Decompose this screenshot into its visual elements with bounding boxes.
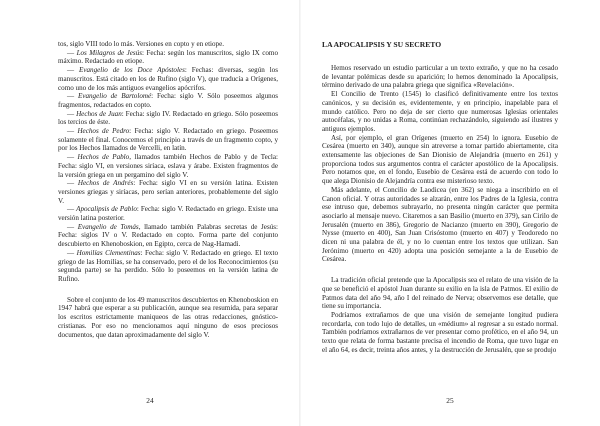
paragraph-text: El Concilio de Trento (1545) lo clasificó definitivamente entre los textos canónicos, y su decisión es, evidentemente, y en principio, inapelable para el mundo católico. Pero no deja de ser cierto que numerosas Iglesias orientales autocéfalas, y no unidas a Roma, continúan rechazándolo, siguiendo así ilustres y antiguos ejemplos. — [322, 90, 558, 133]
work-title: Evangelio de Bartolomé — [77, 92, 152, 101]
left_page-paragraph: — Hechos de Pedro: Fecha: siglo V. Redactado en griego. Poseemos solamente el final. Conocemos el principio a través de un fragmento copto, y por los Hechos llamados de Vercelli, en latín. — [58, 127, 278, 153]
work-title: Hechos de Pablo — [77, 153, 130, 162]
left_page-paragraph: — Evangelio de Bartolomé: Fecha: siglo V. Sólo poseemos algunos fragmentos, redactados en copto. — [58, 92, 279, 109]
paragraph-text: Así, por ejemplo, el gran Orígenes (muerto en 254) lo ignora. Eusebio de Cesárea (muerto en 340), aunque sin atreverse a tomar partido abiertamente, cita extensamente las objeciones de San Dionisio de Alejandría (muerto en 261) y proporciona todos sus argumentos contra el carácter apostólico de la Apocalipsis. Pero notamos que, en el fondo, Eusebio de Cesárea está de acuerdo con todo lo que alega Dionisio de Alejandría contra ese misterioso texto. — [322, 133, 558, 186]
chapter-title: LA APOCALIPSIS Y SU SECRETO — [322, 40, 442, 49]
work-title: Homilías Clementinas — [76, 248, 141, 257]
left_page-paragraph: — Evangelio de los Doce Apóstoles: Fechas: diversas, según los manuscritos. Está citado en los de Rufino (siglo V), que traducía a Orígenes, como uno de los más antiguos evangelios apócrifos. — [58, 66, 278, 92]
right-page-body — [322, 64, 558, 355]
right_page-paragraph — [322, 276, 558, 311]
paragraph-text: , llamados también Hechos de Pablo y de Tecla: Fecha: siglo VI, en versiones siríaca, eslava y árabe. Existen fragmentos de la versión griega en un pergamino del siglo V. — [58, 153, 278, 179]
work-title: Evangelio de Tomás — [77, 222, 139, 231]
paragraph-text: : Fecha: según los manuscritos, siglo IX como máximo. Redactado en etiope. — [58, 48, 278, 66]
left_page-paragraph — [58, 296, 278, 340]
right-page — [300, 0, 600, 426]
page-number-left: 24 — [146, 396, 154, 405]
work-title: Hechos de Andrés — [77, 179, 134, 188]
paragraph-text: Sobre el conjunto de los 49 manuscritos descubiertos en Khenoboskion en 1947 habrá que esperar a su publicación, aunque sea resumida, para separar los escritos estrictamente maniqueos de las otras redacciones, gnóstico-cristianas. Por eso no mencionamos aquí ninguno de esos preciosos documentos, que datan aproximadamente del siglo V. — [58, 295, 278, 339]
paragraph-text: Podríamos extrañarnos de que una visión de semejante longitud pudiera recordarla, con todo lujo de detalles, un «médium» al regresar a su estado normal. También podríamos extrañarnos de ver presentar como profético, en el año 94, un texto que relata de forma bastante precisa el incendio de Roma, que tuvo lugar en el año 64, es decir, treinta años antes, y la destrucción de Jerusalén, que se produjo — [322, 310, 558, 354]
left_page-paragraph: — Evangelio de Tomás, llamado también Palabras secretas de Jesús: Fecha: siglos IV o V. Redactado en copto. Forma parte del conjunto descubierto en Khenoboskion, en Egipto, cerca de Nag-Hamadi. — [58, 222, 278, 249]
right_page-paragraph — [322, 134, 558, 186]
paragraph-text: : Fechas: diversas, según los manuscritos. Está citado en los de Rufino (siglo V), que traducía a Orígenes, como uno de los más antiguos evangelios apócrifos. — [58, 66, 278, 92]
paragraph-text: : Fecha: siglo V. Redactado en griego. Poseemos solamente el final. Conocemos el principio a través de un fragmento copto, y por los Hechos llamados de Vercelli, en latín. — [58, 127, 278, 153]
right_page-paragraph — [322, 64, 558, 90]
left_page-paragraph: — Los Milagros de Jesús: Fecha: según los manuscritos, siglo IX como máximo. Redactado en etiope. — [58, 48, 278, 66]
right_page-paragraph — [322, 90, 558, 134]
left_page-paragraph: — Apocalipsis de Pablo: Fecha: siglo V. Redactado en griego. Existe una versión latina posterior. — [58, 205, 278, 223]
left_page-paragraph: — Hechos de Pablo, llamados también Hechos de Pablo y de Tecla: Fecha: siglo VI, en versiones siríaca, eslava y árabe. Existen fragmentos de la versión griega en un pergamino del siglo V. — [58, 153, 278, 179]
right_page-paragraph — [322, 311, 558, 355]
left_page-paragraph: — Hechos de Andrés: Fecha: siglo VI en su versión latina. Existen versiones griegas y siríacas, pero serían anteriores, probablemente del siglo V. — [58, 179, 278, 205]
left_page-paragraph — [58, 40, 278, 49]
right_page-paragraph — [322, 186, 558, 264]
paragraph-text: Hemos reservado un estudio particular a un texto extraño, y que no ha cesado de levantar polémicas desde su aparición; lo hemos denominado la Apocalipsis, término derivado de una palabra griega que significa «Revelación». — [322, 64, 558, 90]
work-title: Hechos de Pedro — [77, 127, 130, 136]
left_page-paragraph: — Homilías Clementinas: Fecha: siglo V. Redactado en griego. El texto griego de las Homilías, se ha conservado, pero el de los Reconocimientos (su segunda parte) se ha perdido. Sólo lo poseemos en la versión latina de Rufino. — [58, 248, 278, 283]
work-title: Hechos de Juan — [76, 109, 122, 118]
paragraph-text: : Fecha: siglo V. Redactado en griego. El texto griego de las Homilías, se ha conservado, pero el de los Reconocimientos (su segunda parte) se ha perdido. Sólo lo poseemos en la versión latina de Rufino. — [58, 248, 278, 283]
paragraph-text: : Fecha: siglo V. Sólo poseemos algunos fragmentos, redactados en copto. — [58, 92, 279, 109]
work-title: Evangelio de los Doce Apóstoles — [79, 66, 185, 75]
left-page-body — [58, 40, 278, 339]
paragraph-text: : Fecha: siglo V. Redactado en griego. Existe una versión latina posterior. — [58, 205, 278, 223]
paragraph-text: tos, siglo VIII todo lo más. Versiones en copto y en etiope. — [58, 40, 225, 48]
paragraph-text: : Fecha: siglo VI en su versión latina. Existen versiones griegas y siríacas, pero serían anteriores, probablemente del siglo V. — [58, 179, 278, 205]
paragraph-text: : Fecha: siglo IV. Redactado en griego. Sólo poseemos los tercios de éste. — [58, 109, 278, 127]
work-title: Apocalipsis de Pablo — [76, 205, 137, 214]
paragraph-text: Más adelante, el Concilio de Laodicea (en 362) se niega a inscribirlo en el Canon oficial. Y otras autoridades se alzarán, entre los Padres de la Iglesia, contra ese intruso que, debemos subrayarlo, no presenta ningún carácter que permita asociarlo al mensaje nuevo. Citaremos a san Basilio (muerto en 379), san Cirilo de Jerusalén (muerto en 386), Gregorio de Nacianzo (muerto en 390), Gregorio de Nysse (muerto en 400), San Juan Crisóstomo (muerto en 407) y Teodoredo no dicen ni una palabra de él, y no lo cuentan entre los textos que utilizan. San Jerónimo (muerto en 420) adopta una posición semejante a la de Eusebio de Cesárea. — [322, 185, 558, 264]
paragraph-text: La tradición oficial pretende que la Apocalipsis sea el relato de una visión de la que se benefició el apóstol Juan durante su exilio en la isla de Patmos. El exilio de Patmos data del año 94, año I del reinado de Nerva; observemos ese detalle, que tiene su importancia. — [322, 276, 558, 311]
paragraph-text: , llamado también Palabras secretas de Jesús: Fecha: siglos IV o V. Redactado en copto. Forma parte del conjunto descubierto en Khenoboskion, en Egipto, cerca de Nag-Hamadi. — [58, 222, 278, 249]
left_page-paragraph: — Hechos de Juan: Fecha: siglo IV. Redactado en griego. Sólo poseemos los tercios de éste. — [58, 109, 278, 127]
page-number-right: 25 — [446, 396, 454, 405]
work-title: Los Milagros de Jesús — [76, 48, 142, 57]
